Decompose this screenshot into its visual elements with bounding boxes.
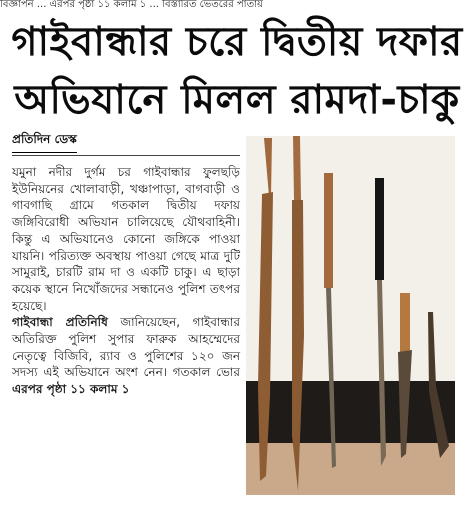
byline: প্রতিদিন ডেস্ক [12,131,77,153]
photo-floor [246,443,455,495]
weapons-photo [246,136,455,495]
top-strip: বিজ্ঞাপন ... এরপর পৃষ্ঠা ১১ কলাম ১ ... বিস্তারিত ভেতরের পাতায় [0,0,263,10]
headline-line-1: গাইবান্ধার চরে দ্বিতীয় দফার [11,19,463,65]
byline-divider [12,155,240,156]
article-body [12,164,240,398]
continuation-note: এরপর পৃষ্ঠা ১১ কলাম ১ [12,382,130,397]
article-paragraph-2 [12,314,240,398]
photo-dark-panel [246,381,455,443]
correspondent-lead: গাইবান্ধা প্রতিনিধি [12,315,108,330]
article-paragraph-1: যমুনা নদীর দুর্গম চর গাইবান্ধার ফুলছড়ি ইউনিয়নের খোলাবাড়ী, খঞ্চাপাড়া, বাগবাড়ী ও গাবগাছি গ্রামে গতকাল দ্বিতীয় দফায় জঙ্গিবিরোধী অভিযান চালিয়েছে যৌথবাহিনী। কিন্তু এ অভিযানেও কোনো জঙ্গিকে পাওয়া যায়নি। পরিত্যক্ত অবস্থায় পাওয়া গেছে মাত্র দুটি সামুরাই, চারটি রাম দা ও একটি চাকু। এ ছাড়া কয়েক স্থানে নিখোঁজদের সন্ধানেও পুলিশ তৎপর হয়েছে। [12,165,240,313]
headline-line-2: অভিযানে মিলল রামদা-চাকু [14,77,460,123]
paragraph-2-text: জানিয়েছেন, গাইবান্ধার অতিরিক্ত পুলিশ সুপার ফারুক আহম্মেদের নেতৃত্বে বিজিবি, র‌্যাব ও পুলিশের ১২০ জন সদস্য এই অভিযানে অংশ নেন। গতকাল ভোর [12,315,240,380]
